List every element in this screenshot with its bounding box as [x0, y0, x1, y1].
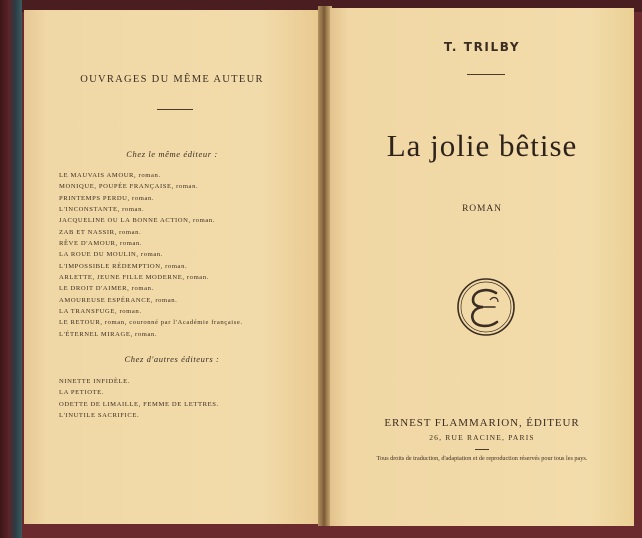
publisher-name: ERNEST FLAMMARION, ÉDITEUR	[384, 417, 580, 429]
book-title: ZAB ET NASSIR, roman.	[59, 228, 142, 236]
book-title: LA PETIOTE.	[59, 389, 105, 397]
book-title: ARLETTE, JEUNE FILLE MODERNE, roman.	[59, 274, 209, 282]
book-title: LE RETOUR, roman, couronné par l'Académie française.	[59, 319, 243, 327]
book-title: AMOUREUSE ESPÉRANCE, roman.	[59, 296, 178, 304]
publisher-monogram-icon	[456, 276, 516, 338]
other-works-heading: OUVRAGES DU MÊME AUTEUR	[80, 74, 264, 85]
same-publisher-label: Chez le même éditeur :	[126, 149, 218, 159]
book-title: PRINTEMPS PERDU, roman.	[59, 194, 155, 202]
rights-notice: Tous droits de traduction, d'adaptation et de reproduction réservés pour tous les pays.	[376, 455, 588, 462]
book-title: LE DROIT D'AIMER, roman.	[59, 285, 154, 293]
author-rule	[467, 74, 505, 75]
book-title: LA ROUE DU MOULIN, roman.	[59, 251, 164, 259]
book-title-main: La jolie bêtise	[386, 128, 578, 163]
book-title: LA TRANSFUGE, roman.	[59, 308, 142, 316]
book-title: LE MAUVAIS AMOUR, roman.	[59, 172, 161, 179]
book-title: ODETTE DE LIMAILLE, FEMME DE LETTRES.	[59, 400, 219, 408]
author-name: T. TRILBY	[443, 40, 521, 54]
book-title: L'IMPOSSIBLE RÉDEMPTION, roman.	[59, 262, 188, 270]
book-binding-spine	[0, 0, 22, 538]
other-publishers-label: Chez d'autres éditeurs :	[124, 354, 220, 364]
genre-label: ROMAN	[462, 204, 502, 214]
other-publishers-list	[59, 376, 219, 421]
book-title: NINETTE INFIDÈLE.	[59, 378, 130, 385]
address-rule	[475, 449, 489, 450]
book-title: RÊVE D'AMOUR, roman.	[59, 240, 143, 248]
same-publisher-list	[59, 170, 243, 340]
book-title: MONIQUE, POUPÉE FRANÇAISE, roman.	[59, 183, 199, 191]
heading-rule	[157, 109, 193, 110]
book-title: JACQUELINE OU LA BONNE ACTION, roman.	[59, 217, 216, 225]
book-title: L'ÉTERNEL MIRAGE, roman.	[59, 330, 158, 338]
book-title: L'INCONSTANTE, roman.	[59, 206, 145, 214]
title-page	[330, 8, 634, 526]
publisher-address: 26, RUE RACINE, PARIS	[429, 433, 535, 442]
book-title: L'INUTILE SACRIFICE.	[59, 412, 140, 420]
left-page	[24, 10, 320, 524]
